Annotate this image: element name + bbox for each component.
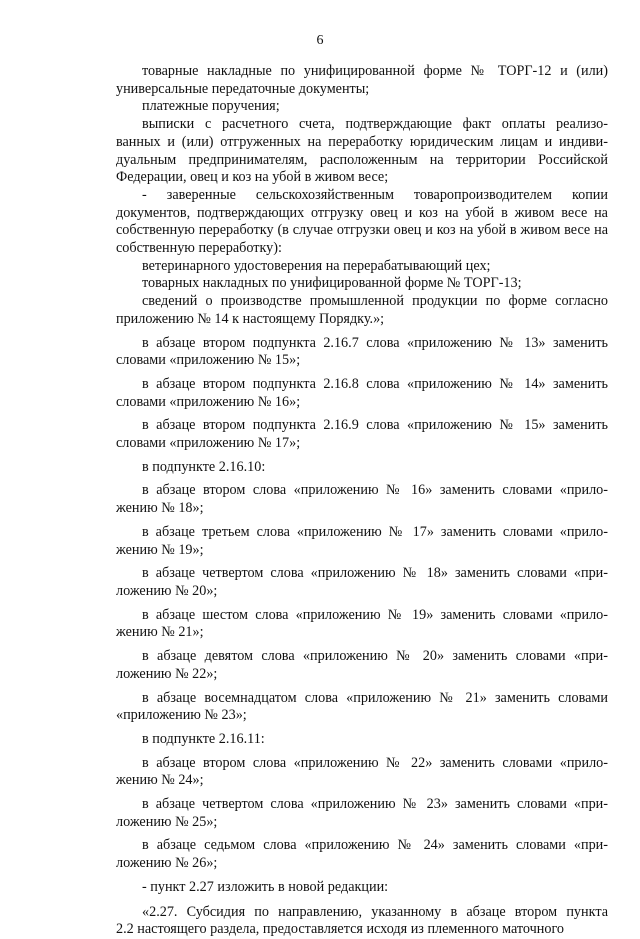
paragraph-continuation: ложению № 20»; [116,582,218,599]
paragraph-2-16-10 [116,459,608,477]
document-body [116,63,608,939]
paragraph-2-16-10-abz18 [116,690,608,725]
paragraph-first-line: в подпункте 2.16.11: [142,730,265,747]
paragraph-first-line: в абзаце втором слова «приложению № 16» заменить словами «прило- [142,482,608,499]
paragraph-2-16-7 [116,335,608,370]
paragraph-continuation: жению № 19»; [116,541,204,558]
paragraph-first-line: в подпункте 2.16.10: [142,458,266,475]
paragraph-continuation: жению № 24»; [116,772,204,789]
paragraph-first-line: в абзаце шестом слова «приложению № 19» заменить словами «прило- [142,606,608,623]
paragraph-first-line: ветеринарного удостоверения на перерабатывающий цех; [142,257,491,274]
paragraph-payment-orders [116,98,608,116]
paragraph-first-line: товарных накладных по унифицированной форме № ТОРГ-13; [142,275,522,292]
paragraph-2-16-11-abz2 [116,755,608,790]
paragraph-first-line: в абзаце четвертом слова «приложению № 18» заменить словами «при- [142,565,608,582]
paragraph-first-line: в абзаце втором подпункта 2.16.9 слова «приложению № 15» заменить [142,417,608,434]
paragraph-continuation: ванных и (или) отгруженных на переработку юридическим лицам и индиви-дуальным предпринимателям, расположенным на территории Российской Федерации, овец и коз на убой в живом весе; [116,133,608,186]
paragraph-continuation: словами «приложению № 16»; [116,393,301,410]
paragraph-vet-certificate [116,258,608,276]
paragraph-2-16-11-abz4 [116,796,608,831]
paragraph-2-27-intro [116,879,608,897]
paragraph-2-16-11-abz7 [116,837,608,872]
paragraph-2-16-10-abz2 [116,482,608,517]
paragraph-first-line: в абзаце втором слова «приложению № 22» заменить словами «прило- [142,754,608,771]
paragraph-continuation: ложению № 25»; [116,813,218,830]
paragraph-2-16-10-abz4 [116,565,608,600]
paragraph-continuation: ложению № 22»; [116,665,218,682]
paragraph-first-line: в абзаце третьем слова «приложению № 17» заменить словами «прило- [142,523,608,540]
paragraph-continuation: 2.2 настоящего раздела, предоставляется исходя из племенного маточного [116,921,565,938]
paragraph-continuation: ложению № 26»; [116,855,218,872]
paragraph-first-line: выписки с расчетного счета, подтверждающие факт оплаты реализо- [142,116,608,133]
paragraph-first-line: - пункт 2.27 изложить в новой редакции: [142,878,389,895]
paragraph-continuation: «приложению № 23»; [116,707,247,724]
paragraph-continuation: словами «приложению № 17»; [116,435,301,452]
paragraph-continuation: документов, подтверждающих отгрузку овец и коз на убой в живом весе на собственную переработку (в случае отгрузки овец и коз на убой в живом весе на собственную переработку): [116,204,608,257]
paragraph-torg12 [116,63,608,98]
paragraph-first-line: в абзаце седьмом слова «приложению № 24» заменить словами «при- [142,837,608,854]
paragraph-first-line: товарные накладные по унифицированной форме № ТОРГ-12 и (или) [142,63,608,79]
paragraph-first-line: в абзаце восемнадцатом слова «приложению № 21» заменить словами [142,689,608,706]
paragraph-certified-copies [116,187,608,258]
paragraph-2-16-8 [116,376,608,411]
paragraph-2-16-10-abz9 [116,648,608,683]
paragraph-2-16-11 [116,731,608,749]
paragraph-bank-statements [116,116,608,187]
paragraph-2-16-10-abz3 [116,524,608,559]
paragraph-continuation: универсальные передаточные документы; [116,80,370,97]
paragraph-2-16-9 [116,417,608,452]
paragraph-first-line: в абзаце втором подпункта 2.16.7 слова «приложению № 13» заменить [142,334,608,351]
paragraph-first-line: платежные поручения; [142,98,280,115]
paragraph-2-16-10-abz6 [116,607,608,642]
paragraph-continuation: словами «приложению № 15»; [116,352,301,369]
paragraph-2-27-text [116,904,608,939]
paragraph-production-info [116,293,608,328]
paragraph-continuation: жению № 21»; [116,624,204,641]
page-number: 6 [316,33,324,48]
paragraph-torg13 [116,275,608,293]
paragraph-continuation: жению № 18»; [116,500,204,517]
paragraph-first-line: в абзаце четвертом слова «приложению № 23» заменить словами «при- [142,796,608,813]
paragraph-first-line: «2.27. Субсидия по направлению, указанному в абзаце втором пункта [142,903,608,920]
paragraph-continuation: приложению № 14 к настоящему Порядку.»; [116,310,385,327]
paragraph-first-line: сведений о производстве промышленной продукции по форме согласно [142,293,608,310]
paragraph-first-line: в абзаце втором подпункта 2.16.8 слова «приложению № 14» заменить [142,375,608,392]
paragraph-first-line: в абзаце девятом слова «приложению № 20» заменить словами «при- [142,648,608,665]
paragraph-first-line: - заверенные сельскохозяйственным товаропроизводителем копии [142,186,608,203]
